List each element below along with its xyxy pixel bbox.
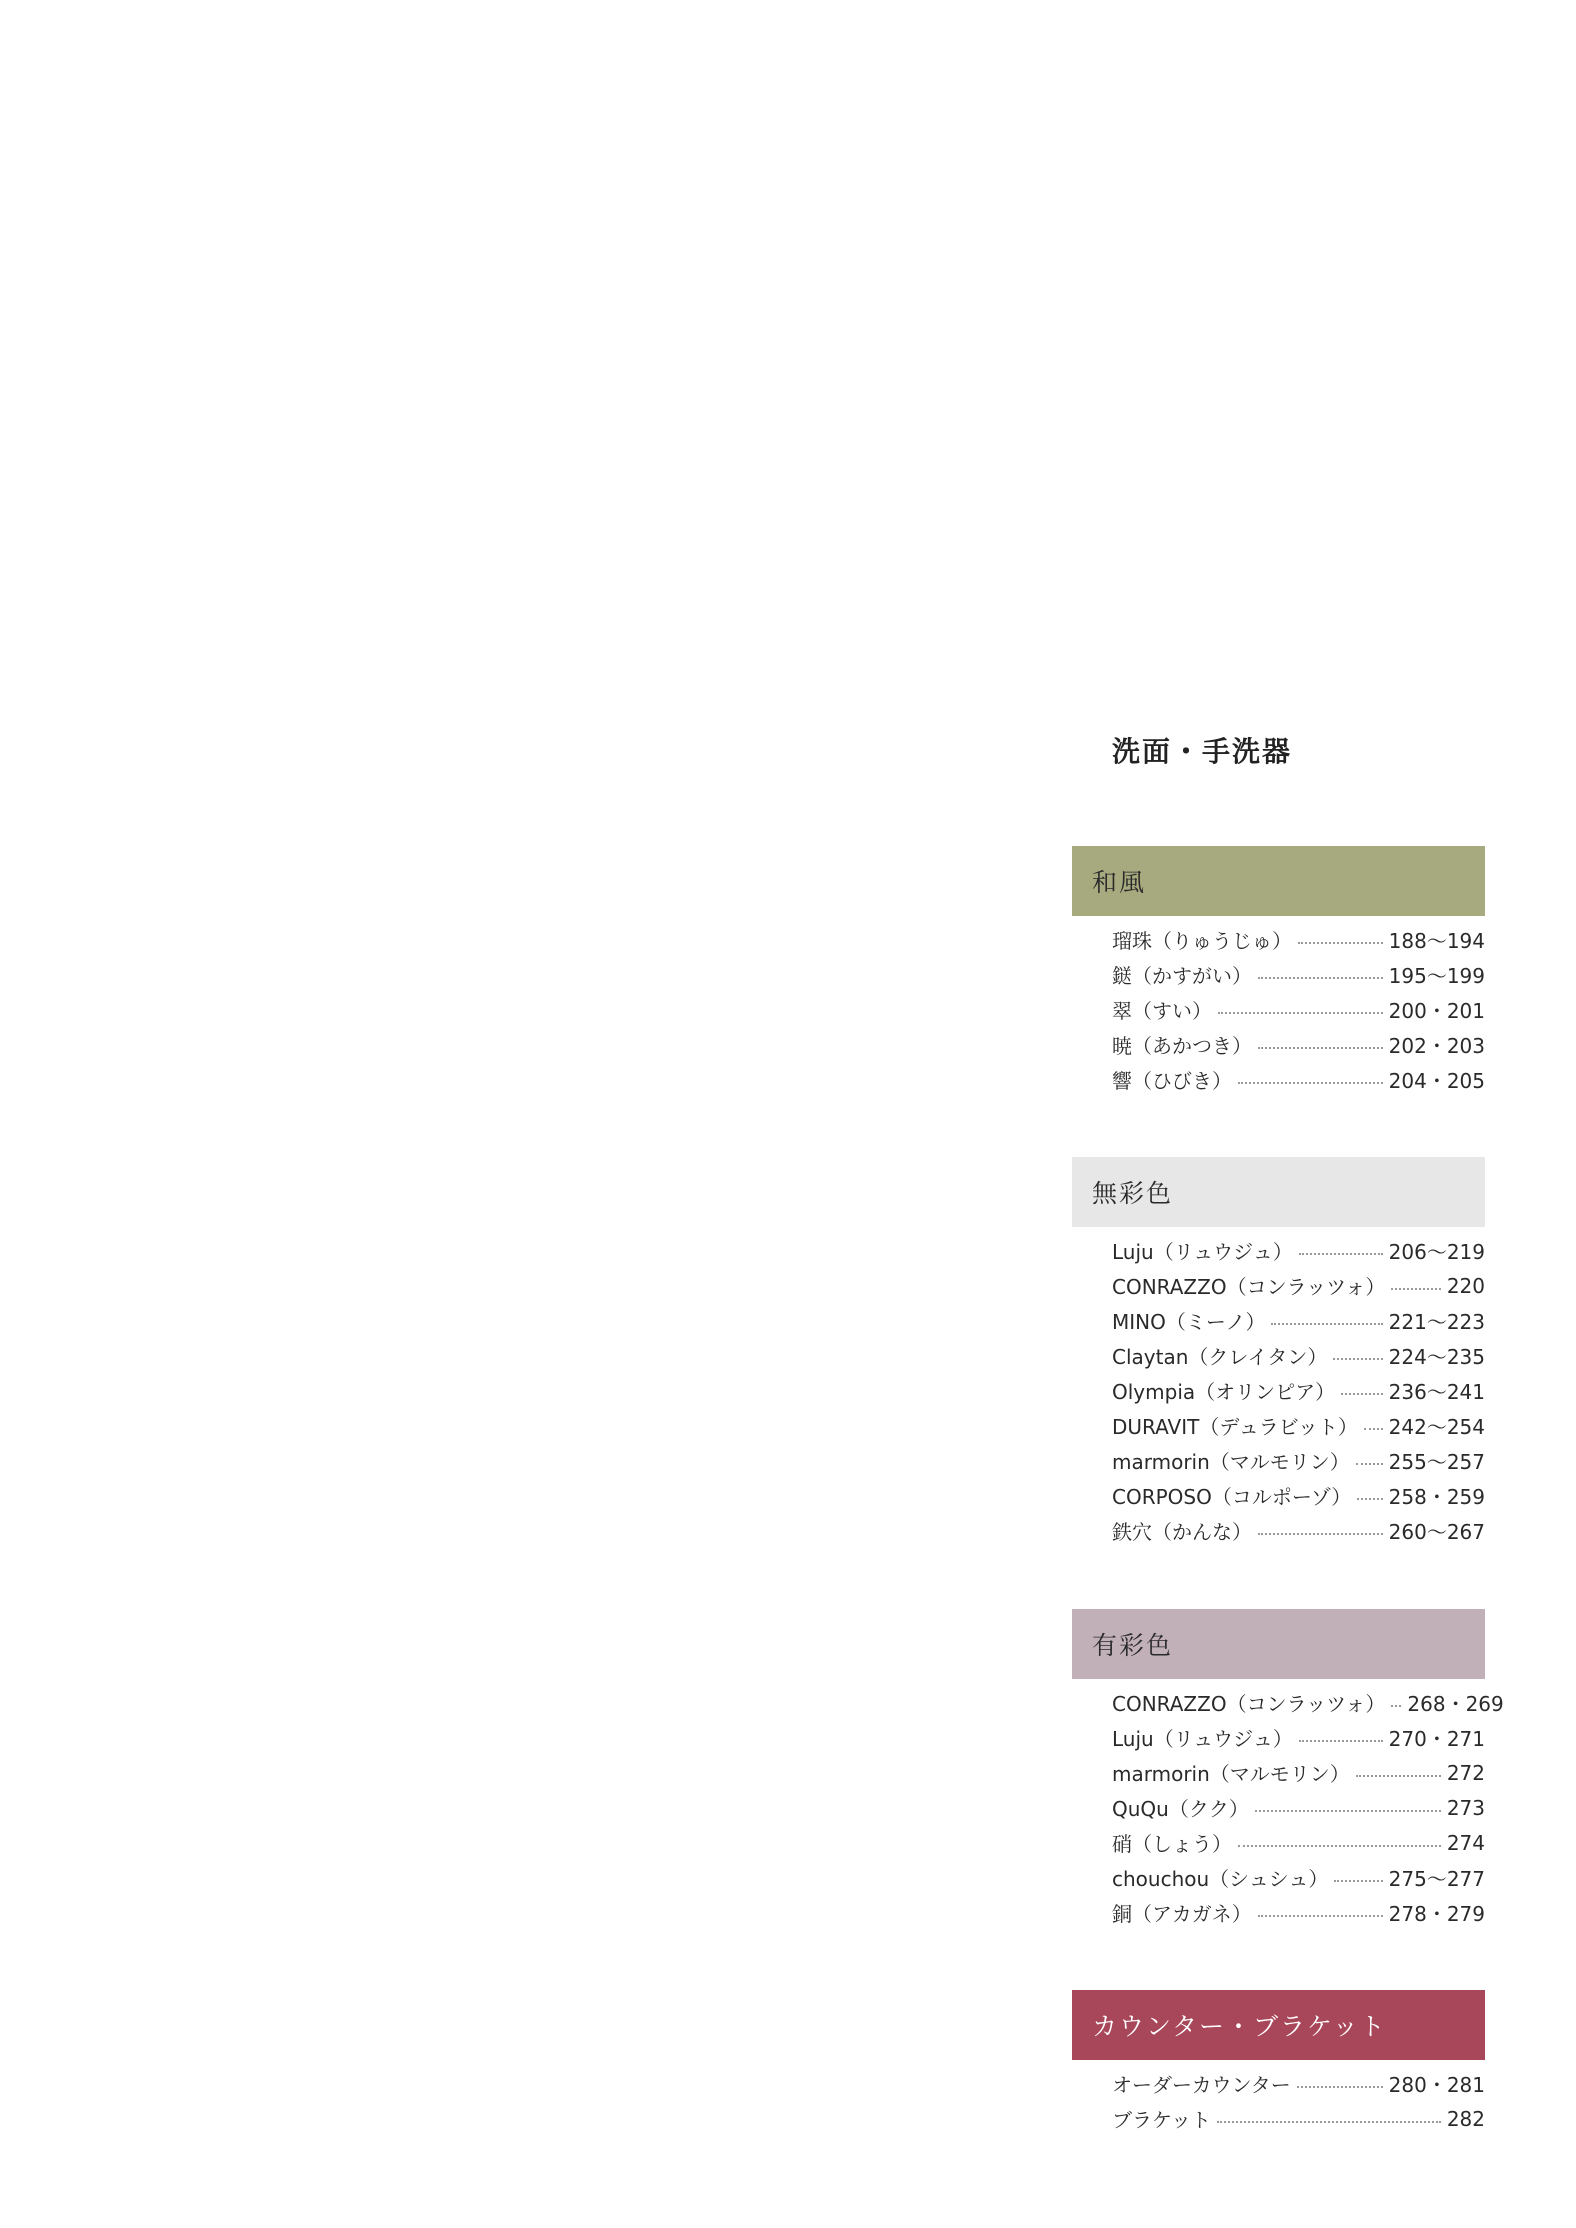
list-item[interactable]	[1072, 1373, 1485, 1408]
list-item[interactable]	[1072, 1233, 1485, 1268]
item-name: 銅（アカガネ）	[1112, 1902, 1252, 1926]
item-name: 硝（しょう）	[1112, 1832, 1232, 1856]
item-pages: 200・201	[1388, 999, 1485, 1023]
list-item[interactable]	[1072, 1338, 1485, 1373]
item-pages: 202・203	[1388, 1034, 1485, 1058]
item-name: Luju（リュウジュ）	[1112, 1727, 1293, 1751]
dot-leader	[1334, 1880, 1382, 1882]
section-header-musai: 無彩色	[1072, 1157, 1485, 1227]
item-pages: 220	[1446, 1273, 1485, 1298]
item-name: Claytan（クレイタン）	[1112, 1345, 1328, 1369]
section-musai	[1072, 1157, 1485, 1548]
item-name: 鉄穴（かんな）	[1112, 1520, 1252, 1544]
item-name: 暁（あかつき）	[1112, 1034, 1252, 1058]
dot-leader	[1238, 1845, 1441, 1847]
list-item[interactable]	[1072, 1303, 1485, 1338]
dot-leader	[1391, 1288, 1440, 1290]
item-pages: 270・271	[1388, 1727, 1485, 1751]
item-pages: 274	[1446, 1830, 1485, 1855]
dot-leader	[1297, 2086, 1383, 2088]
item-name: 翠（すい）	[1112, 999, 1212, 1023]
dot-leader	[1341, 1393, 1383, 1395]
dot-leader	[1218, 1012, 1383, 1014]
item-pages: 282	[1446, 2106, 1485, 2131]
item-pages: 224〜235	[1388, 1345, 1485, 1369]
list-item[interactable]	[1072, 1027, 1485, 1062]
list-item[interactable]	[1072, 1755, 1485, 1790]
dot-leader	[1258, 1533, 1383, 1535]
dot-leader	[1357, 1498, 1382, 1500]
dot-leader	[1258, 977, 1383, 979]
item-list	[1072, 1679, 1504, 1930]
item-pages: 204・205	[1388, 1069, 1485, 1093]
dot-leader	[1217, 2121, 1441, 2123]
item-pages: 272	[1446, 1760, 1485, 1785]
list-item[interactable]	[1072, 1685, 1504, 1720]
list-item[interactable]	[1072, 1408, 1485, 1443]
list-item[interactable]	[1072, 1513, 1485, 1548]
dot-leader	[1271, 1323, 1382, 1325]
item-name: marmorin（マルモリン）	[1112, 1450, 1350, 1474]
section-header-yusai: 有彩色	[1072, 1609, 1485, 1679]
dot-leader	[1391, 1705, 1401, 1707]
item-pages: 221〜223	[1388, 1310, 1485, 1334]
item-pages: 278・279	[1388, 1902, 1485, 1926]
list-item[interactable]	[1072, 992, 1485, 1027]
item-name: CONRAZZO（コンラッツォ）	[1112, 1692, 1386, 1716]
item-name: Olympia（オリンピア）	[1112, 1380, 1336, 1404]
item-pages: 242〜254	[1388, 1415, 1485, 1439]
list-item[interactable]	[1072, 957, 1485, 992]
item-name: chouchou（シュシュ）	[1112, 1867, 1329, 1891]
dot-leader	[1258, 1915, 1383, 1917]
item-pages: 275〜277	[1388, 1867, 1485, 1891]
dot-leader	[1298, 942, 1383, 944]
section-header-wafu: 和風	[1072, 846, 1485, 916]
dot-leader	[1364, 1428, 1383, 1430]
item-pages: 188〜194	[1388, 929, 1485, 953]
dot-leader	[1238, 1082, 1383, 1084]
dot-leader	[1299, 1740, 1383, 1742]
dot-leader	[1299, 1253, 1383, 1255]
item-name: ブラケット	[1112, 2108, 1211, 2132]
item-pages: 206〜219	[1388, 1240, 1485, 1264]
item-name: marmorin（マルモリン）	[1112, 1762, 1350, 1786]
item-list	[1072, 2060, 1485, 2136]
list-item[interactable]	[1072, 1790, 1485, 1825]
list-item[interactable]	[1072, 1062, 1485, 1097]
item-name: CORPOSO（コルポーゾ）	[1112, 1485, 1352, 1509]
page-title: 洗面・手洗器	[1112, 735, 1293, 768]
item-pages: 280・281	[1388, 2073, 1485, 2097]
item-name: DURAVIT（デュラビット）	[1112, 1415, 1358, 1439]
list-item[interactable]	[1072, 1478, 1485, 1513]
item-pages: 273	[1446, 1795, 1485, 1820]
item-name: Luju（リュウジュ）	[1112, 1240, 1293, 1264]
item-name: MINO（ミーノ）	[1112, 1310, 1266, 1334]
item-name: QuQu（クク）	[1112, 1797, 1249, 1821]
list-item[interactable]	[1072, 1720, 1485, 1755]
item-list	[1072, 916, 1485, 1097]
list-item[interactable]	[1072, 2066, 1485, 2101]
list-item[interactable]	[1072, 1825, 1485, 1860]
item-pages: 260〜267	[1388, 1520, 1485, 1544]
list-item[interactable]	[1072, 1860, 1485, 1895]
list-item[interactable]	[1072, 2101, 1485, 2136]
dot-leader	[1258, 1047, 1383, 1049]
item-name: CONRAZZO（コンラッツォ）	[1112, 1275, 1386, 1299]
item-pages: 255〜257	[1388, 1450, 1485, 1474]
list-item[interactable]	[1072, 922, 1485, 957]
item-name: オーダーカウンター	[1112, 2073, 1291, 2097]
dot-leader	[1255, 1810, 1441, 1812]
dot-leader	[1356, 1775, 1441, 1777]
dot-leader	[1333, 1358, 1382, 1360]
item-name: 瑠珠（りゅうじゅ）	[1112, 929, 1292, 953]
section-yusai	[1072, 1609, 1504, 1930]
section-counter-bracket	[1072, 1990, 1485, 2136]
section-wafu	[1072, 846, 1485, 1097]
item-pages: 268・269	[1407, 1692, 1504, 1716]
list-item[interactable]	[1072, 1268, 1485, 1303]
item-name: 響（ひびき）	[1112, 1069, 1232, 1093]
dot-leader	[1356, 1463, 1383, 1465]
list-item[interactable]	[1072, 1443, 1485, 1478]
item-name: 鎹（かすがい）	[1112, 964, 1252, 988]
list-item[interactable]	[1072, 1895, 1485, 1930]
item-pages: 258・259	[1388, 1485, 1485, 1509]
item-pages: 236〜241	[1388, 1380, 1485, 1404]
item-pages: 195〜199	[1388, 964, 1485, 988]
item-list	[1072, 1227, 1485, 1548]
section-header-counter-bracket: カウンター・ブラケット	[1072, 1990, 1485, 2060]
